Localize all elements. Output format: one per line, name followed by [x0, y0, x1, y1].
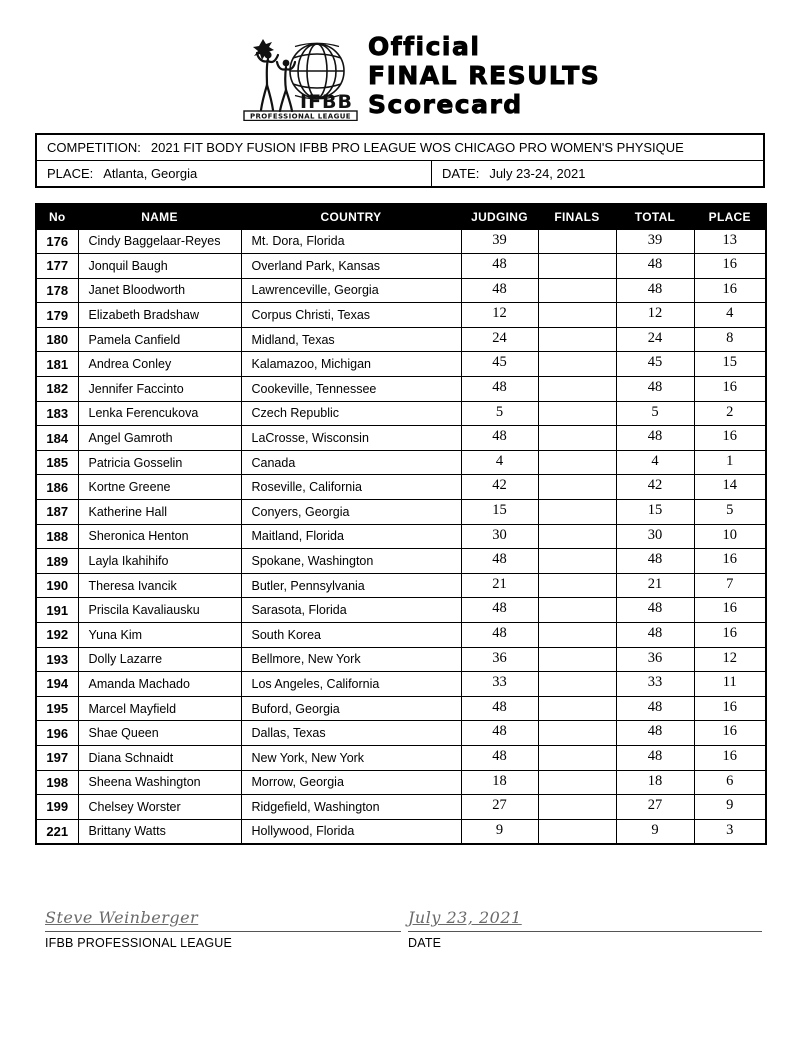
results-table-header: [36, 204, 766, 229]
competitor-country: Czech Republic: [241, 401, 461, 426]
competitor-number: 178: [36, 278, 78, 303]
total-score: 48: [616, 549, 694, 574]
judging-score: 39: [461, 229, 538, 254]
place-value: 16: [694, 598, 766, 623]
table-row: [36, 819, 766, 844]
competitor-number: 186: [36, 475, 78, 500]
competitor-name: Layla Ikahihifo: [78, 549, 241, 574]
total-score: 5: [616, 401, 694, 426]
judging-score: 42: [461, 475, 538, 500]
svg-text:PROFESSIONAL LEAGUE: PROFESSIONAL LEAGUE: [249, 112, 352, 121]
competitor-name: Sheronica Henton: [78, 524, 241, 549]
competitor-number: 182: [36, 377, 78, 402]
table-row: [36, 377, 766, 402]
finals-score: [538, 254, 616, 279]
competitor-country: Spokane, Washington: [241, 549, 461, 574]
competition-value: 2021 FIT BODY FUSION IFBB PRO LEAGUE WOS CHICAGO PRO WOMEN'S PHYSIQUE: [150, 140, 684, 155]
place-value: 8: [694, 327, 766, 352]
judging-score: 48: [461, 549, 538, 574]
total-score: 48: [616, 254, 694, 279]
competitor-number: 180: [36, 327, 78, 352]
finals-score: [538, 229, 616, 254]
competitor-name: Cindy Baggelaar-Reyes: [78, 229, 241, 254]
official-signature-block: [45, 908, 401, 950]
total-score: 24: [616, 327, 694, 352]
finals-score: [538, 450, 616, 475]
place-value: 11: [694, 672, 766, 697]
judging-score: 33: [461, 672, 538, 697]
competitor-number: 198: [36, 770, 78, 795]
competitor-name: Amanda Machado: [78, 672, 241, 697]
competitor-country: Buford, Georgia: [241, 696, 461, 721]
table-row: [36, 795, 766, 820]
competitor-name: Jonquil Baugh: [78, 254, 241, 279]
place-value: 16: [694, 426, 766, 451]
competitor-number: 199: [36, 795, 78, 820]
competitor-country: Hollywood, Florida: [241, 819, 461, 844]
place-value: 15: [694, 352, 766, 377]
finals-score: [538, 327, 616, 352]
results-table: [35, 203, 767, 845]
table-row: [36, 549, 766, 574]
competitor-number: 183: [36, 401, 78, 426]
total-score: 18: [616, 770, 694, 795]
place-value: 9: [694, 795, 766, 820]
competitor-name: Chelsey Worster: [78, 795, 241, 820]
competitor-name: Priscila Kavaliausku: [78, 598, 241, 623]
competitor-number: 221: [36, 819, 78, 844]
total-score: 48: [616, 696, 694, 721]
official-signature: Steve Weinberger: [45, 908, 199, 927]
place-value: 13: [694, 229, 766, 254]
competitor-number: 177: [36, 254, 78, 279]
title-line-official: Official: [368, 32, 481, 61]
competitor-country: Overland Park, Kansas: [241, 254, 461, 279]
place-value: 16: [694, 278, 766, 303]
judging-score: 48: [461, 254, 538, 279]
competitor-country: Kalamazoo, Michigan: [241, 352, 461, 377]
ifbb-logo-icon: [243, 33, 361, 121]
competitor-name: Yuna Kim: [78, 623, 241, 648]
place-cell: [37, 161, 431, 186]
official-signature-caption: IFBB PROFESSIONAL LEAGUE: [45, 936, 233, 950]
judging-score: 21: [461, 573, 538, 598]
competitor-name: Angel Gamroth: [78, 426, 241, 451]
competitor-name: Kortne Greene: [78, 475, 241, 500]
finals-score: [538, 623, 616, 648]
competitor-name: Patricia Gosselin: [78, 450, 241, 475]
total-score: 48: [616, 426, 694, 451]
competitor-name: Dolly Lazarre: [78, 647, 241, 672]
competitor-number: 195: [36, 696, 78, 721]
table-row: [36, 623, 766, 648]
header-no: No: [36, 204, 78, 229]
total-score: 48: [616, 377, 694, 402]
svg-text:IFBB: IFBB: [300, 91, 354, 113]
finals-score: [538, 795, 616, 820]
finals-score: [538, 524, 616, 549]
judging-score: 27: [461, 795, 538, 820]
total-score: 48: [616, 598, 694, 623]
finals-score: [538, 475, 616, 500]
judging-score: 12: [461, 303, 538, 328]
judging-score: 48: [461, 623, 538, 648]
table-row: [36, 672, 766, 697]
total-score: 36: [616, 647, 694, 672]
place-value: 1: [694, 450, 766, 475]
competitor-number: 190: [36, 573, 78, 598]
finals-score: [538, 352, 616, 377]
title-line-scorecard: Scorecard: [368, 90, 523, 119]
competitor-country: Ridgefield, Washington: [241, 795, 461, 820]
competitor-country: Conyers, Georgia: [241, 500, 461, 525]
competitor-name: Janet Bloodworth: [78, 278, 241, 303]
judging-score: 48: [461, 426, 538, 451]
place-value: 7: [694, 573, 766, 598]
place-value: 2: [694, 401, 766, 426]
competitor-number: 179: [36, 303, 78, 328]
judging-score: 48: [461, 278, 538, 303]
place-label: PLACE:: [47, 166, 94, 181]
competitor-number: 191: [36, 598, 78, 623]
finals-score: [538, 598, 616, 623]
place-value: 4: [694, 303, 766, 328]
competitor-name: Andrea Conley: [78, 352, 241, 377]
total-score: 48: [616, 623, 694, 648]
total-score: 45: [616, 352, 694, 377]
finals-score: [538, 303, 616, 328]
finals-score: [538, 278, 616, 303]
competitor-country: Corpus Christi, Texas: [241, 303, 461, 328]
judging-score: 45: [461, 352, 538, 377]
date-signature-block: [408, 908, 762, 950]
header-place: PLACE: [694, 204, 766, 229]
total-score: 39: [616, 229, 694, 254]
judging-score: 24: [461, 327, 538, 352]
total-score: 9: [616, 819, 694, 844]
competitor-country: Butler, Pennsylvania: [241, 573, 461, 598]
table-row: [36, 745, 766, 770]
judging-score: 4: [461, 450, 538, 475]
competitor-name: Jennifer Faccinto: [78, 377, 241, 402]
header-total: TOTAL: [616, 204, 694, 229]
finals-score: [538, 401, 616, 426]
judging-score: 15: [461, 500, 538, 525]
ifbb-league-logo: [243, 33, 361, 121]
table-row: [36, 696, 766, 721]
competitor-name: Elizabeth Bradshaw: [78, 303, 241, 328]
judging-score: 48: [461, 745, 538, 770]
place-value: 16: [694, 549, 766, 574]
competitor-country: Sarasota, Florida: [241, 598, 461, 623]
official-signature-line: [45, 908, 401, 932]
finals-score: [538, 672, 616, 697]
finals-score: [538, 426, 616, 451]
date-signature-caption: DATE: [408, 936, 442, 950]
total-score: 48: [616, 721, 694, 746]
total-score: 21: [616, 573, 694, 598]
competitor-number: 193: [36, 647, 78, 672]
place-value: 14: [694, 475, 766, 500]
competitor-name: Shae Queen: [78, 721, 241, 746]
header-finals: FINALS: [538, 204, 616, 229]
finals-score: [538, 819, 616, 844]
competitor-name: Lenka Ferencukova: [78, 401, 241, 426]
table-row: [36, 475, 766, 500]
competitor-number: 187: [36, 500, 78, 525]
competitor-country: Cookeville, Tennessee: [241, 377, 461, 402]
table-row: [36, 254, 766, 279]
place-value: 16: [694, 745, 766, 770]
competitor-country: Los Angeles, California: [241, 672, 461, 697]
finals-score: [538, 500, 616, 525]
table-row: [36, 500, 766, 525]
judging-score: 48: [461, 696, 538, 721]
competitor-country: Dallas, Texas: [241, 721, 461, 746]
place-value: 12: [694, 647, 766, 672]
total-score: 48: [616, 745, 694, 770]
table-row: [36, 647, 766, 672]
table-row: [36, 278, 766, 303]
competitor-name: Katherine Hall: [78, 500, 241, 525]
competitor-country: Morrow, Georgia: [241, 770, 461, 795]
masthead: [0, 0, 800, 125]
table-row: [36, 229, 766, 254]
competitor-number: 181: [36, 352, 78, 377]
date-cell: [431, 161, 763, 186]
competitor-number: 192: [36, 623, 78, 648]
header-name: NAME: [78, 204, 241, 229]
competitor-number: 197: [36, 745, 78, 770]
judging-score: 30: [461, 524, 538, 549]
competitor-number: 176: [36, 229, 78, 254]
total-score: 33: [616, 672, 694, 697]
place-value: 16: [694, 721, 766, 746]
finals-score: [538, 745, 616, 770]
competitor-name: Brittany Watts: [78, 819, 241, 844]
header-country: COUNTRY: [241, 204, 461, 229]
total-score: 48: [616, 278, 694, 303]
judging-score: 48: [461, 721, 538, 746]
judging-score: 5: [461, 401, 538, 426]
competitor-name: Diana Schnaidt: [78, 745, 241, 770]
competitor-number: 184: [36, 426, 78, 451]
total-score: 12: [616, 303, 694, 328]
judging-score: 48: [461, 598, 538, 623]
place-value: 16: [694, 696, 766, 721]
competitor-number: 189: [36, 549, 78, 574]
judging-score: 9: [461, 819, 538, 844]
title-line-final-results: FINAL RESULTS: [368, 61, 601, 90]
competitor-country: Midland, Texas: [241, 327, 461, 352]
results-table-body: [36, 229, 766, 844]
place-value: 3: [694, 819, 766, 844]
competitor-country: Bellmore, New York: [241, 647, 461, 672]
place-value: 16: [694, 254, 766, 279]
finals-score: [538, 721, 616, 746]
finals-score: [538, 377, 616, 402]
total-score: 4: [616, 450, 694, 475]
total-score: 30: [616, 524, 694, 549]
table-row: [36, 524, 766, 549]
place-value: 16: [694, 377, 766, 402]
table-row: [36, 327, 766, 352]
finals-score: [538, 573, 616, 598]
finals-score: [538, 647, 616, 672]
finals-score: [538, 696, 616, 721]
competition-info-box: [35, 133, 765, 188]
date-signature-line: [408, 908, 762, 932]
total-score: 42: [616, 475, 694, 500]
table-row: [36, 426, 766, 451]
competition-cell: [37, 135, 763, 160]
competitor-name: Pamela Canfield: [78, 327, 241, 352]
place-value: 6: [694, 770, 766, 795]
place-value: 10: [694, 524, 766, 549]
competition-row: [37, 135, 763, 160]
date-label: DATE:: [442, 166, 480, 181]
total-score: 15: [616, 500, 694, 525]
competitor-number: 196: [36, 721, 78, 746]
header-judging: JUDGING: [461, 204, 538, 229]
finals-score: [538, 770, 616, 795]
competitor-country: South Korea: [241, 623, 461, 648]
competitor-country: Roseville, California: [241, 475, 461, 500]
competitor-name: Marcel Mayfield: [78, 696, 241, 721]
competitor-country: Mt. Dora, Florida: [241, 229, 461, 254]
competitor-country: LaCrosse, Wisconsin: [241, 426, 461, 451]
date-signature: July 23, 2021: [408, 908, 522, 927]
table-row: [36, 401, 766, 426]
table-row: [36, 598, 766, 623]
judging-score: 48: [461, 377, 538, 402]
table-row: [36, 721, 766, 746]
finals-score: [538, 549, 616, 574]
place-date-row: [37, 160, 763, 186]
table-row: [36, 352, 766, 377]
table-row: [36, 303, 766, 328]
competitor-number: 185: [36, 450, 78, 475]
total-score: 27: [616, 795, 694, 820]
date-value: July 23-24, 2021: [489, 166, 586, 181]
table-row: [36, 450, 766, 475]
competitor-country: Maitland, Florida: [241, 524, 461, 549]
place-value: Atlanta, Georgia: [103, 166, 198, 181]
competitor-country: Lawrenceville, Georgia: [241, 278, 461, 303]
competition-label: COMPETITION:: [47, 140, 141, 155]
competitor-number: 188: [36, 524, 78, 549]
competitor-country: Canada: [241, 450, 461, 475]
competitor-name: Sheena Washington: [78, 770, 241, 795]
table-row: [36, 573, 766, 598]
competitor-name: Theresa Ivancik: [78, 573, 241, 598]
place-value: 5: [694, 500, 766, 525]
place-value: 16: [694, 623, 766, 648]
judging-score: 36: [461, 647, 538, 672]
document-title: [368, 32, 600, 119]
competitor-country: New York, New York: [241, 745, 461, 770]
table-row: [36, 770, 766, 795]
judging-score: 18: [461, 770, 538, 795]
competitor-number: 194: [36, 672, 78, 697]
